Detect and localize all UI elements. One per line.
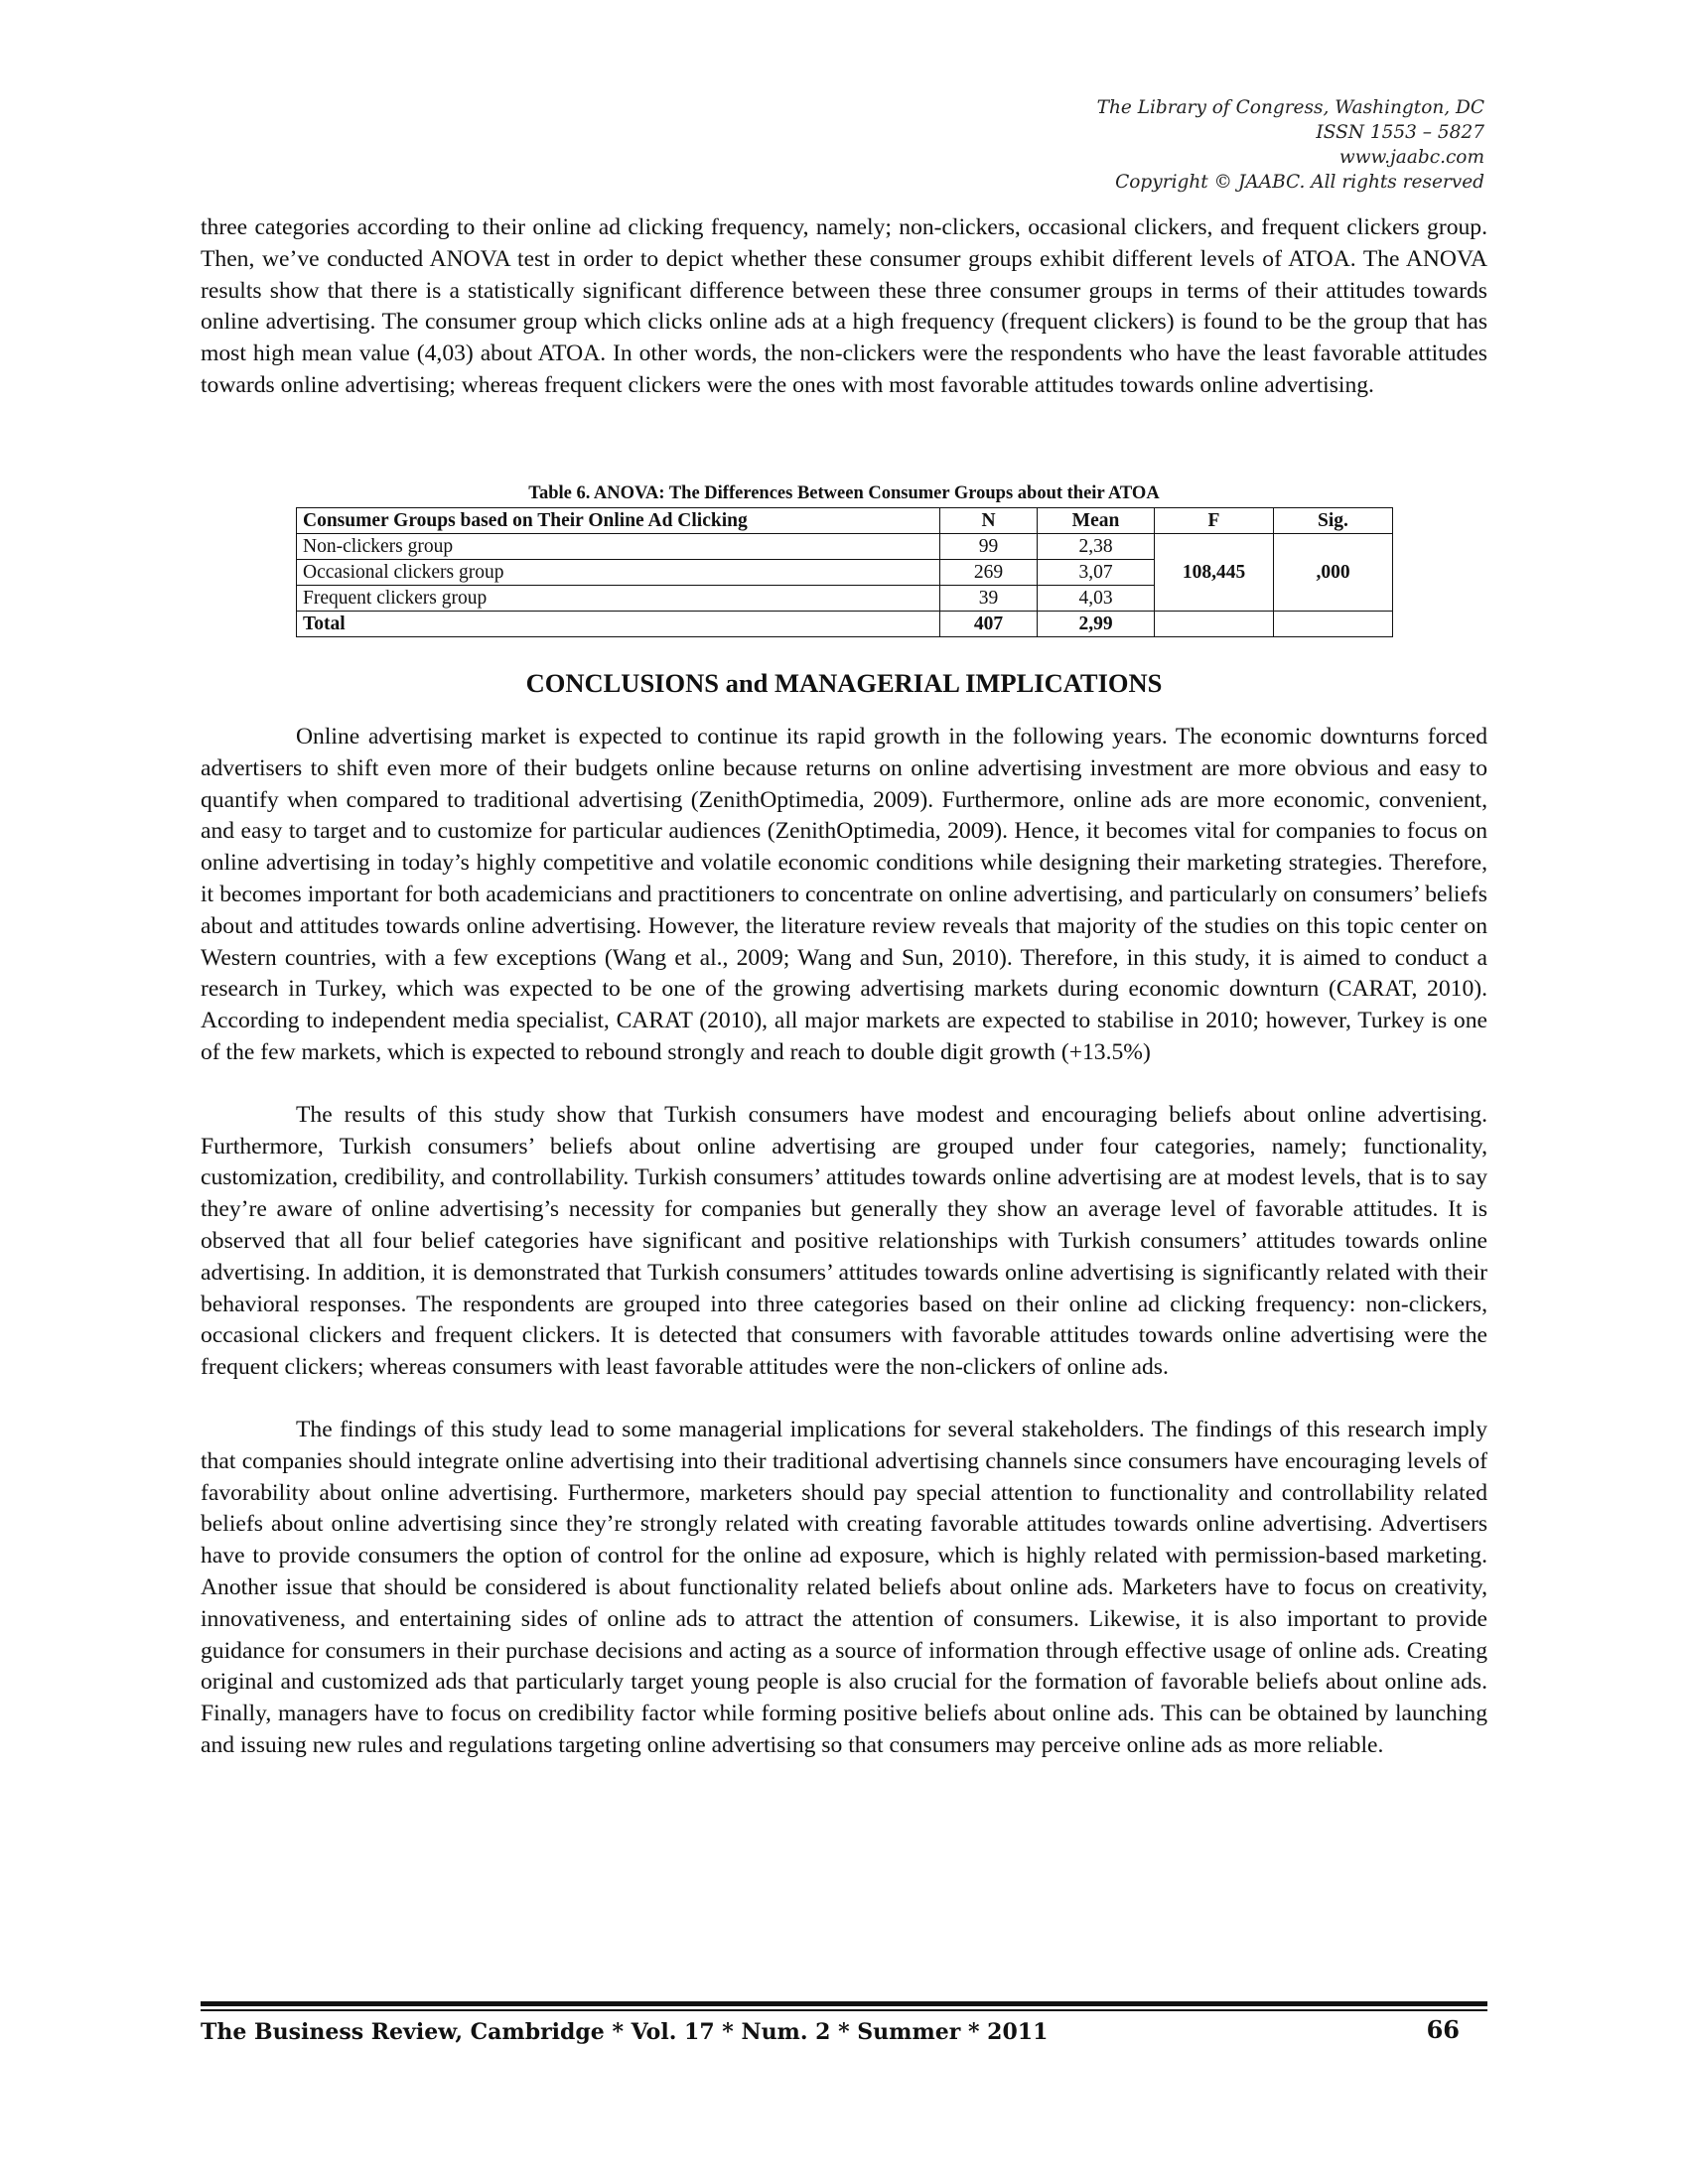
header-issn: ISSN 1553 – 5827 (1316, 122, 1484, 143)
conclusions-block (201, 722, 1487, 1762)
intro-paragraph: three categories according to their online ad clicking frequency, namely; non-clickers, occasional clickers, and frequent clickers group. Then, we’ve conducted ANOVA test in order to depict whether these consumer groups exhibit different levels of ATOA. The ANOVA results show that there is a statistically significant difference between these three consumer groups in terms of their attitudes towards online advertising. The consumer group which clicks online ads at a high frequency (frequent clickers) is found to be the group that has most high mean value (4,03) about ATOA. In other words, the non-clickers were the respondents who have the least favorable attitudes towards online advertising; whereas frequent clickers were the ones with most favorable attitudes towards online advertising. (201, 214, 1487, 398)
header-n: N (940, 508, 1038, 534)
total-label: Total (297, 612, 940, 637)
header-copyright: Copyright © JAABC. All rights reserved (1115, 172, 1484, 193)
row-n: 99 (940, 534, 1038, 560)
empty-cell (1274, 612, 1393, 637)
header-sig: Sig. (1274, 508, 1393, 534)
row-mean: 2,38 (1038, 534, 1155, 560)
header-website: www.jaabc.com (1338, 147, 1484, 168)
row-group: Occasional clickers group (297, 560, 940, 586)
total-n: 407 (940, 612, 1038, 637)
table-total-row (297, 612, 1393, 637)
total-mean: 2,99 (1038, 612, 1155, 637)
f-value: 108,445 (1155, 534, 1274, 612)
header-f: F (1155, 508, 1274, 534)
row-mean: 3,07 (1038, 560, 1155, 586)
header-library: The Library of Congress, Washington, DC (1096, 97, 1484, 118)
paragraph: The findings of this study lead to some managerial implications for several stakeholders. The findings of this research imply that companies should integrate online advertising into their traditional advertising channels since consumers have encouraging levels of favorability about online advertising. Furthermore, marketers should pay special attention to functionality and controllability related beliefs about online advertising since they’re strongly related with creating favorable attitudes towards online advertising. Advertisers have to provide consumers the option of control for the online ad exposure, which is highly related with permission-based marketing. Another issue that should be considered is about functionality related beliefs about online ads. Marketers have to focus on creativity, innovativeness, and entertaining sides of online ads to attract the attention of consumers. Likewise, it is also important to provide guidance for consumers in their purchase decisions and acting as a source of information through effective usage of online ads. Creating original and customized ads that particularly target young people is also crucial for the formation of favorable beliefs about online ads. Finally, managers have to focus on credibility factor while forming positive beliefs about online ads. This can be obtained by launching and issuing new rules and regulations targeting online advertising so that consumers may perceive online ads as more reliable. (201, 1416, 1487, 1758)
page-number: 66 (1426, 2015, 1460, 2044)
section-heading: CONCLUSIONS and MANAGERIAL IMPLICATIONS (525, 668, 1163, 698)
table-header-row (297, 508, 1393, 534)
sig-value: ,000 (1274, 534, 1393, 612)
footer-rule-thin (201, 2009, 1487, 2011)
page-header (889, 95, 1484, 195)
paragraph: The results of this study show that Turkish consumers have modest and encouraging beliefs about online advertising. Furthermore, Turkish consumers’ beliefs about online advertising are grouped under four categories, namely; functionality, customization, credibility, and controllability. Turkish consumers’ attitudes towards online advertising are at modest levels, that is to say they’re aware of online advertising’s necessity for companies but generally they show an average level of favorable attitudes. It is observed that all four belief categories have significant and positive relationships with Turkish consumers’ attitudes towards online advertising. In addition, it is demonstrated that Turkish consumers’ attitudes towards online advertising is significantly related with their behavioral responses. The respondents are grouped into three categories based on their online ad clicking frequency: non-clickers, occasional clickers and frequent clickers. It is detected that consumers with favorable attitudes towards online advertising were the frequent clickers; whereas consumers with least favorable attitudes were the non-clickers of online ads. (201, 1101, 1487, 1381)
empty-cell (1155, 612, 1274, 637)
row-n: 39 (940, 586, 1038, 612)
intro-block (201, 212, 1487, 402)
row-n: 269 (940, 560, 1038, 586)
paragraph: Online advertising market is expected to continue its rapid growth in the following years. The economic downturns forced advertisers to shift even more of their budgets online because returns on online advertising investment are more obvious and easy to quantify when compared to traditional advertising (ZenithOptimedia, 2009). Furthermore, online ads are more economic, convenient, and easy to target and to customize for particular audiences (ZenithOptimedia, 2009). Hence, it becomes vital for companies to focus on online advertising in today’s highly competitive and volatile economic conditions while designing their marketing strategies. Therefore, it becomes important for both academicians and practitioners to concentrate on online advertising, and particularly on consumers’ beliefs about and attitudes towards online advertising. However, the literature review reveals that majority of the studies on this topic center on Western countries, with a few exceptions (Wang et al., 2009; Wang and Sun, 2010). Therefore, in this study, it is aimed to conduct a research in Turkey, which was expected to be one of the growing advertising markets during economic downturn (CARAT, 2010). According to independent media specialist, CARAT (2010), all major markets are expected to stabilise in 2010; however, Turkey is one of the few markets, which is expected to rebound strongly and reach to double digit growth (+13.5%) (201, 724, 1487, 1065)
footer-journal: The Business Review, Cambridge * Vol. 17 * Num. 2 * Summer * 2011 (201, 2019, 1049, 2045)
header-group: Consumer Groups based on Their Online Ad Clicking (297, 508, 940, 534)
anova-table (296, 507, 1393, 637)
footer-rule (201, 2001, 1487, 2006)
row-mean: 4,03 (1038, 586, 1155, 612)
table-caption: Table 6. ANOVA: The Differences Between Consumer Groups about their ATOA (528, 483, 1160, 503)
row-group: Frequent clickers group (297, 586, 940, 612)
table-row (297, 534, 1393, 560)
row-group: Non-clickers group (297, 534, 940, 560)
header-mean: Mean (1038, 508, 1155, 534)
